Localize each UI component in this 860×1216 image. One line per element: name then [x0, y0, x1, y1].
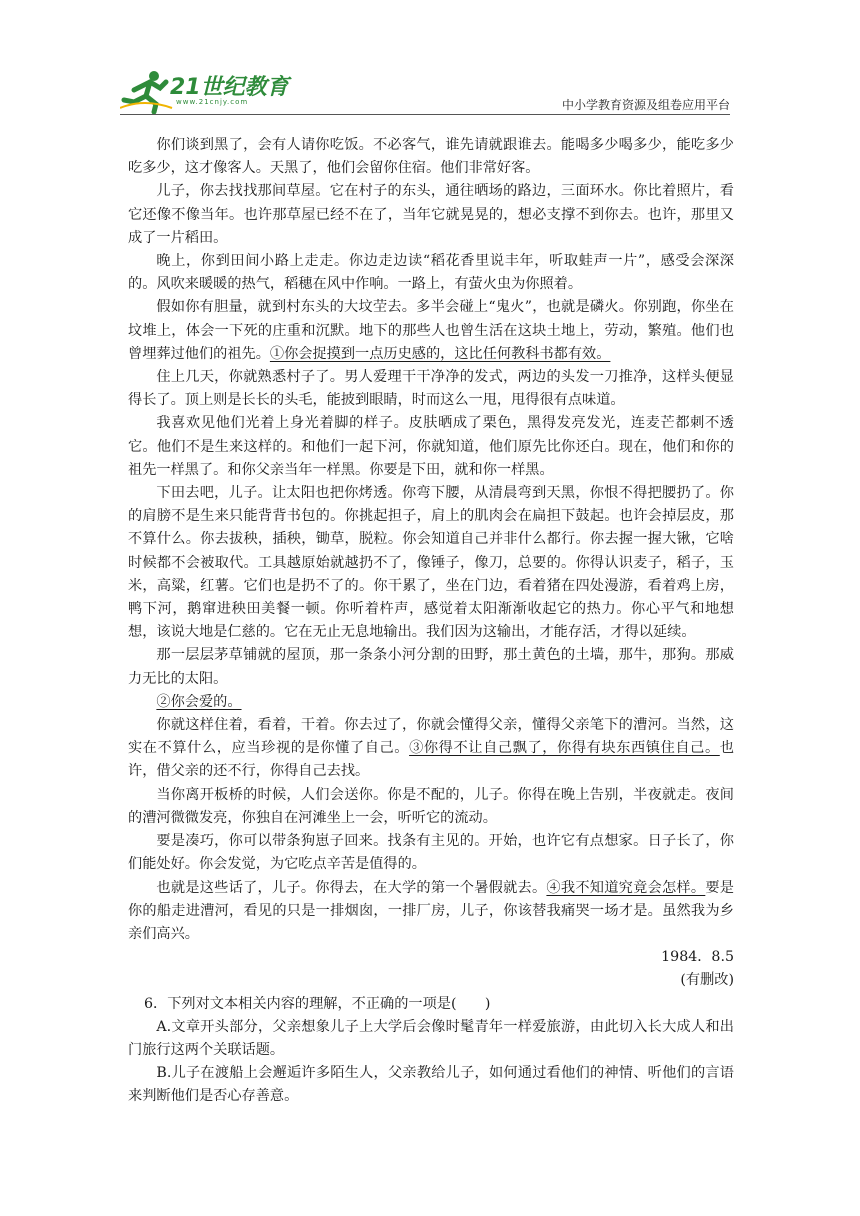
paragraph: 假如你有胆量，就到村东头的大坟茔去。多半会碰上“鬼火”，也就是磷火。你别跑，你坐在坟堆上，体会一下死的庄重和沉默。地下的那些人也曾生活在这块土地上，劳动，繁殖。他们也曾埋葬过他们的祖先。①你会捉摸到一点历史感的，这比任何教科书都有效。	[128, 299, 734, 362]
underlined-sentence: ③你得不让自己飘了，你得有块东西镇住自己。	[409, 740, 720, 757]
platform-name: 中小学教育资源及组卷应用平台	[561, 98, 730, 112]
logo-text: 21世纪教育	[170, 75, 289, 100]
paragraph: 你们谈到黑了，会有人请你吃饭。不必客气，谁先请就跟谁去。能喝多少喝多少，能吃多少吃多少，这才像客人。天黑了，他们会留你住宿。他们非常好客。	[128, 137, 734, 177]
paragraph: 儿子，你去找找那间草屋。它在村子的东头，通往晒场的路边，三面环水。你比着照片，看它还像不像当年。也许那草屋已经不在了，当年它就晃晃的，想必支撑不到你去。也许，那里又成了一片稻田。	[128, 183, 734, 246]
underlined-sentence: ①你会捉摸到一点历史感的，这比任何教科书都有效。	[269, 345, 611, 362]
paragraph: 我喜欢见他们光着上身光着脚的样子。皮肤晒成了栗色，黑得发亮发光，连麦芒都刺不透它。他们不是生来这样的。和他们一起下河，你就知道，他们原先比你还白。现在，他们和你的祖先一样黑了。和你父亲当年一样黑。你要是下田，就和你一样黑。	[128, 415, 734, 478]
option-b: B.儿子在渡船上会邂逅许多陌生人，父亲教给儿子，如何通过看他们的神情、听他们的言语来判断他们是否心存善意。	[128, 1065, 734, 1105]
paragraph: 晚上，你到田间小路上走走。你边走边读“稻花香里说丰年，听取蛙声一片”，感受会深深的。风吹来暖暖的热气，稻穗在风中作响。一路上，有萤火虫为你照着。	[128, 253, 734, 293]
paragraph: 也就是这些话了，儿子。你得去，在大学的第一个暑假就去。④我不知道究竟会怎样。要是你的船走进漕河，看见的只是一排烟囱，一排厂房，儿子，你该替我痛哭一场才是。虽然我为乡亲们高兴。	[128, 879, 734, 942]
paragraph: 住上几天，你就熟悉村子了。男人爱理干干净净的发式，两边的头发一刀推净，这样头便显得长了。顶上则是长长的头毛，能披到眼睛，时而这么一甩，甩得很有点味道。	[128, 369, 734, 409]
header-divider	[120, 114, 730, 115]
underlined-sentence: ④我不知道究竟会怎样。	[546, 879, 706, 896]
runner-logo-icon	[120, 68, 176, 114]
edit-note: (有删改)	[680, 972, 734, 989]
option-a: A.文章开头部分，父亲想象儿子上大学后会像时髦青年一样爱旅游，由此切入长大成人和出门旅行这两个关联话题。	[128, 1018, 734, 1058]
logo	[120, 66, 290, 116]
paragraph: 当你离开板桥的时候，人们会送你。你是不配的，儿子。你得在晚上告别，半夜就走。夜间的漕河微微发亮，你独自在河滩坐上一会，听听它的流动。	[128, 786, 734, 826]
underlined-sentence: ②你会爱的。	[156, 693, 242, 710]
document-body	[128, 134, 734, 1109]
page-header	[120, 66, 730, 118]
paragraph: 那一层层茅草铺就的屋顶，那一条条小河分割的田野，那土黄色的土墙，那牛，那狗。那威力无比的太阳。	[128, 647, 734, 687]
paragraph: 要是凑巧，你可以带条狗崽子回来。找条有主见的。开始，也许它有点想家。日子长了，你们能处好。你会发觉，为它吃点辛苦是值得的。	[128, 833, 734, 873]
date: 1984．8.5	[661, 949, 734, 966]
question-stem: 6．下列对文本相关内容的理解，不正确的一项是( )	[144, 995, 491, 1012]
logo-url: www.21cnjy.com	[176, 98, 249, 106]
paragraph	[128, 691, 734, 714]
paragraph: 下田去吧，儿子。让太阳也把你烤透。你弯下腰，从清晨弯到天黑，你恨不得把腰扔了。你的肩膀不是生来只能背背书包的。你挑起担子，肩上的肌肉会在扁担下鼓起。也许会掉层皮，那不算什么。你去拔秧，插秧，锄草，脱粒。你会知道自己并非什么都行。你去握一握大锹，它啥时候都不会被取代。工具越原始就越扔不了，像锤子，像刀，总要的。你得认识麦子，稻子，玉米，高粱，红薯。它们也是扔不了的。你干累了，坐在门边，看着猪在四处漫游，看着鸡上房，鸭下河，鹅窜进秧田美餐一顿。你听着杵声，感觉着太阳渐渐收起它的热力。你心平气和地想想，该说大地是仁慈的。它在无止无息地输出。我们因为这输出，才能存活，才得以延续。	[128, 485, 734, 641]
paragraph: 你就这样住着，看着，干着。你去过了，你就会懂得父亲，懂得父亲笔下的漕河。当然，这实在不算什么，应当珍视的是你懂了自己。③你得不让自己飘了，你得有块东西镇住自己。也许，借父亲的还不行，你得自己去找。	[128, 717, 734, 780]
